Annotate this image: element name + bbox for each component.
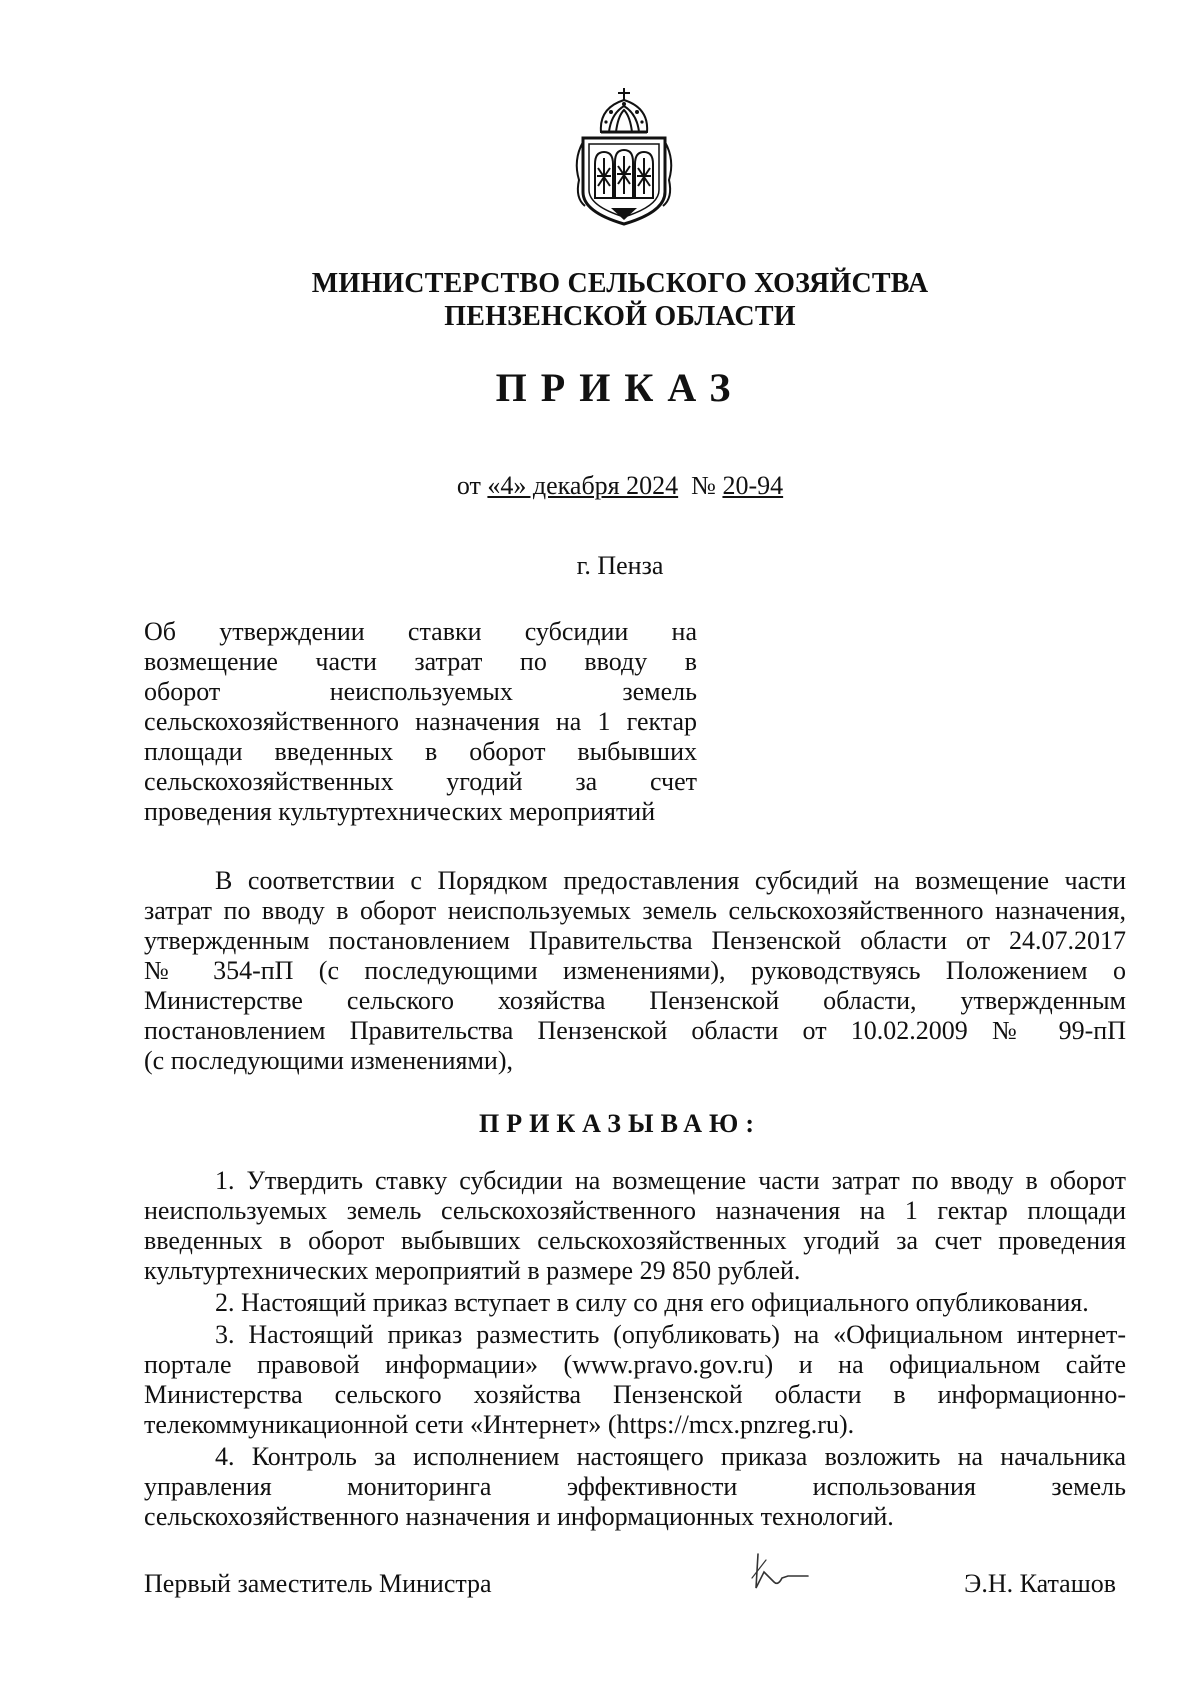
item-1-line: неиспользуемых земель сельскохозяйственного назначения на 1 гектар площади bbox=[144, 1196, 1126, 1225]
subject-line: возмещение части затрат по вводу в bbox=[144, 647, 697, 676]
document-type-title: ПРИКАЗ bbox=[495, 365, 745, 410]
item-1-line: культуртехнических мероприятий в размере 29 850 рублей. bbox=[144, 1256, 801, 1285]
item-2-line: 2. Настоящий приказ вступает в силу со дня его официального опубликования. bbox=[215, 1288, 1089, 1317]
handwritten-signature bbox=[748, 1548, 812, 1596]
item-3-line: портале правовой информации» (www.pravo.gov.ru) и на официальном сайте bbox=[144, 1350, 1126, 1379]
order-word-heading: ПРИКАЗЫВАЮ: bbox=[479, 1109, 761, 1138]
ministry-name-line-2: ПЕНЗЕНСКОЙ ОБЛАСТИ bbox=[444, 301, 796, 332]
signatory-position: Первый заместитель Министра bbox=[144, 1569, 492, 1598]
preamble-line: № 354-пП (с последующими изменениями), руководствуясь Положением о bbox=[144, 956, 1126, 985]
subject-line: оборот неиспользуемых земель bbox=[144, 677, 697, 706]
preamble-line: В соответствии с Порядком предоставления субсидий на возмещение части bbox=[215, 866, 1126, 895]
subject-line: сельскохозяйственного назначения на 1 гектар bbox=[144, 707, 697, 736]
subject-line: площади введенных в оборот выбывших bbox=[144, 737, 697, 766]
date-number-line bbox=[300, 470, 940, 502]
item-1-line: 1. Утвердить ставку субсидии на возмещение части затрат по вводу в оборот bbox=[215, 1166, 1126, 1195]
signatory-name: Э.Н. Каташов bbox=[964, 1569, 1116, 1598]
subject-line: Об утверждении ставки субсидии на bbox=[144, 617, 697, 646]
item-4-line: управления мониторинга эффективности использования земель bbox=[144, 1472, 1126, 1501]
item-4-line: сельскохозяйственного назначения и информационных технологий. bbox=[144, 1502, 894, 1531]
preamble-line: (с последующими изменениями), bbox=[144, 1046, 514, 1075]
subject-line: проведения культуртехнических мероприятий bbox=[144, 797, 656, 826]
preamble-line: Министерстве сельского хозяйства Пензенской области, утвержденным bbox=[144, 986, 1126, 1015]
item-4-line: 4. Контроль за исполнением настоящего приказа возложить на начальника bbox=[215, 1442, 1126, 1471]
preamble-line: утвержденным постановлением Правительства Пензенской области от 24.07.2017 bbox=[144, 926, 1126, 955]
number-sign: № bbox=[691, 471, 716, 500]
subject-line: сельскохозяйственных угодий за счет bbox=[144, 767, 697, 796]
item-3-line: телекоммуникационной сети «Интернет» (https://mcx.pnzreg.ru). bbox=[144, 1410, 855, 1439]
city: г. Пенза bbox=[576, 551, 664, 580]
item-3-line: Министерства сельского хозяйства Пензенской области в информационно- bbox=[144, 1380, 1126, 1409]
order-number: 20-94 bbox=[722, 471, 784, 500]
item-1-line: введенных в оборот выбывших сельскохозяйственных угодий за счет проведения bbox=[144, 1226, 1126, 1255]
order-date: «4» декабря 2024 bbox=[487, 471, 679, 500]
ministry-name-line-1: МИНИСТЕРСТВО СЕЛЬСКОГО ХОЗЯЙСТВА bbox=[311, 268, 929, 299]
preamble-line: затрат по вводу в оборот неиспользуемых земель сельскохозяйственного назначения, bbox=[144, 896, 1126, 925]
preamble-line: постановлением Правительства Пензенской области от 10.02.2009 № 99-пП bbox=[144, 1016, 1126, 1045]
coat-of-arms-emblem bbox=[571, 80, 677, 230]
date-prefix: от bbox=[456, 471, 481, 500]
item-3-line: 3. Настоящий приказ разместить (опубликовать) на «Официальном интернет- bbox=[215, 1320, 1126, 1349]
